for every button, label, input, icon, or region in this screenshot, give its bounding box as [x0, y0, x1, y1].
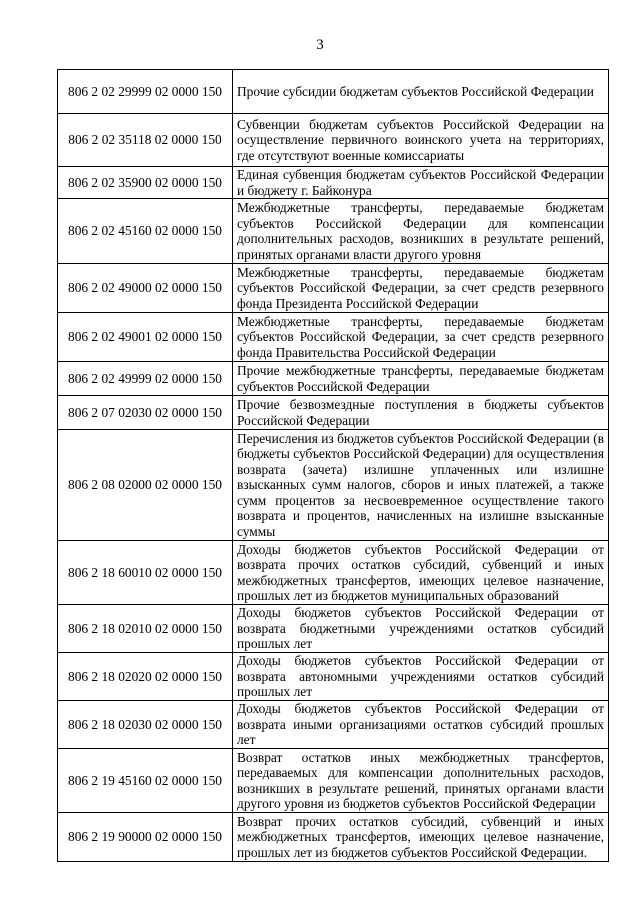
table-row	[58, 605, 609, 653]
table-row	[58, 313, 609, 362]
table-row	[58, 430, 609, 541]
description-cell: Возврат остатков иных межбюджетных трансфертов, передаваемых для компенсации дополнительных расходов, возникших в результате решений, принятых органами власти другого уровня из бюджетов субъектов Российской Федерации	[233, 749, 609, 813]
code-cell: 806 2 02 45160 02 0000 150	[58, 199, 233, 264]
code-cell: 806 2 02 35900 02 0000 150	[58, 167, 233, 199]
description-cell: Доходы бюджетов субъектов Российской Федерации от возврата автономными учреждениями остатков субсидий прошлых лет	[233, 653, 609, 701]
code-cell: 806 2 18 60010 02 0000 150	[58, 541, 233, 605]
table-row	[58, 362, 609, 396]
code-cell: 806 2 02 49999 02 0000 150	[58, 362, 233, 396]
table-row	[58, 396, 609, 430]
table-row	[58, 70, 609, 114]
table-row	[58, 199, 609, 264]
code-cell: 806 2 08 02000 02 0000 150	[58, 430, 233, 541]
description-cell: Прочие безвозмездные поступления в бюджеты субъектов Российской Федерации	[233, 396, 609, 430]
description-cell: Возврат прочих остатков субсидий, субвенций и иных межбюджетных трансфертов, имеющих целевое назначение, прошлых лет из бюджетов субъектов Российской Федерации.	[233, 813, 609, 862]
code-cell: 806 2 02 49001 02 0000 150	[58, 313, 233, 362]
code-cell: 806 2 07 02030 02 0000 150	[58, 396, 233, 430]
page-number: 3	[316, 37, 324, 53]
code-cell: 806 2 02 35118 02 0000 150	[58, 114, 233, 167]
table-row	[58, 749, 609, 813]
code-cell: 806 2 02 49000 02 0000 150	[58, 264, 233, 313]
table-row	[58, 167, 609, 199]
description-cell: Доходы бюджетов субъектов Российской Федерации от возврата иными организациями остатков субсидий прошлых лет	[233, 701, 609, 749]
description-cell: Субвенции бюджетам субъектов Российской Федерации на осуществление первичного воинского учета на территориях, где отсутствуют военные комиссариаты	[233, 114, 609, 167]
table-row	[58, 541, 609, 605]
table-row	[58, 813, 609, 862]
description-cell: Прочие субсидии бюджетам субъектов Российской Федерации	[233, 70, 609, 114]
code-cell: 806 2 18 02030 02 0000 150	[58, 701, 233, 749]
description-cell: Межбюджетные трансферты, передаваемые бюджетам субъектов Российской Федерации, за счет средств резервного фонда Правительства Российской Федерации	[233, 313, 609, 362]
description-cell: Межбюджетные трансферты, передаваемые бюджетам субъектов Российской Федерации, за счет средств резервного фонда Президента Российской Федерации	[233, 264, 609, 313]
description-cell: Межбюджетные трансферты, передаваемые бюджетам субъектов Российской Федерации для компенсации дополнительных расходов, возникших в результате решений, принятых органами власти другого уровня	[233, 199, 609, 264]
description-cell: Перечисления из бюджетов субъектов Российской Федерации (в бюджеты субъектов Российской Федерации) для осуществления возврата (зачета) излишне уплаченных или излишне взысканных сумм налогов, сборов и иных платежей, а также сумм процентов за несвоевременное осуществление такого возврата и процентов, начисленных на излишне взысканные суммы	[233, 430, 609, 541]
description-cell: Доходы бюджетов субъектов Российской Федерации от возврата прочих остатков субсидий, субвенций и иных межбюджетных трансфертов, имеющих целевое назначение, прошлых лет из бюджетов муниципальных образований	[233, 541, 609, 605]
description-cell: Доходы бюджетов субъектов Российской Федерации от возврата бюджетными учреждениями остатков субсидий прошлых лет	[233, 605, 609, 653]
code-cell: 806 2 02 29999 02 0000 150	[58, 70, 233, 114]
budget-codes-table	[57, 69, 609, 862]
description-cell: Единая субвенция бюджетам субъектов Российской Федерации и бюджету г. Байконура	[233, 167, 609, 199]
table-row	[58, 264, 609, 313]
table-row	[58, 701, 609, 749]
table-row	[58, 114, 609, 167]
code-cell: 806 2 19 90000 02 0000 150	[58, 813, 233, 862]
code-cell: 806 2 18 02020 02 0000 150	[58, 653, 233, 701]
table-row	[58, 653, 609, 701]
code-cell: 806 2 19 45160 02 0000 150	[58, 749, 233, 813]
description-cell: Прочие межбюджетные трансферты, передаваемые бюджетам субъектов Российской Федерации	[233, 362, 609, 396]
code-cell: 806 2 18 02010 02 0000 150	[58, 605, 233, 653]
